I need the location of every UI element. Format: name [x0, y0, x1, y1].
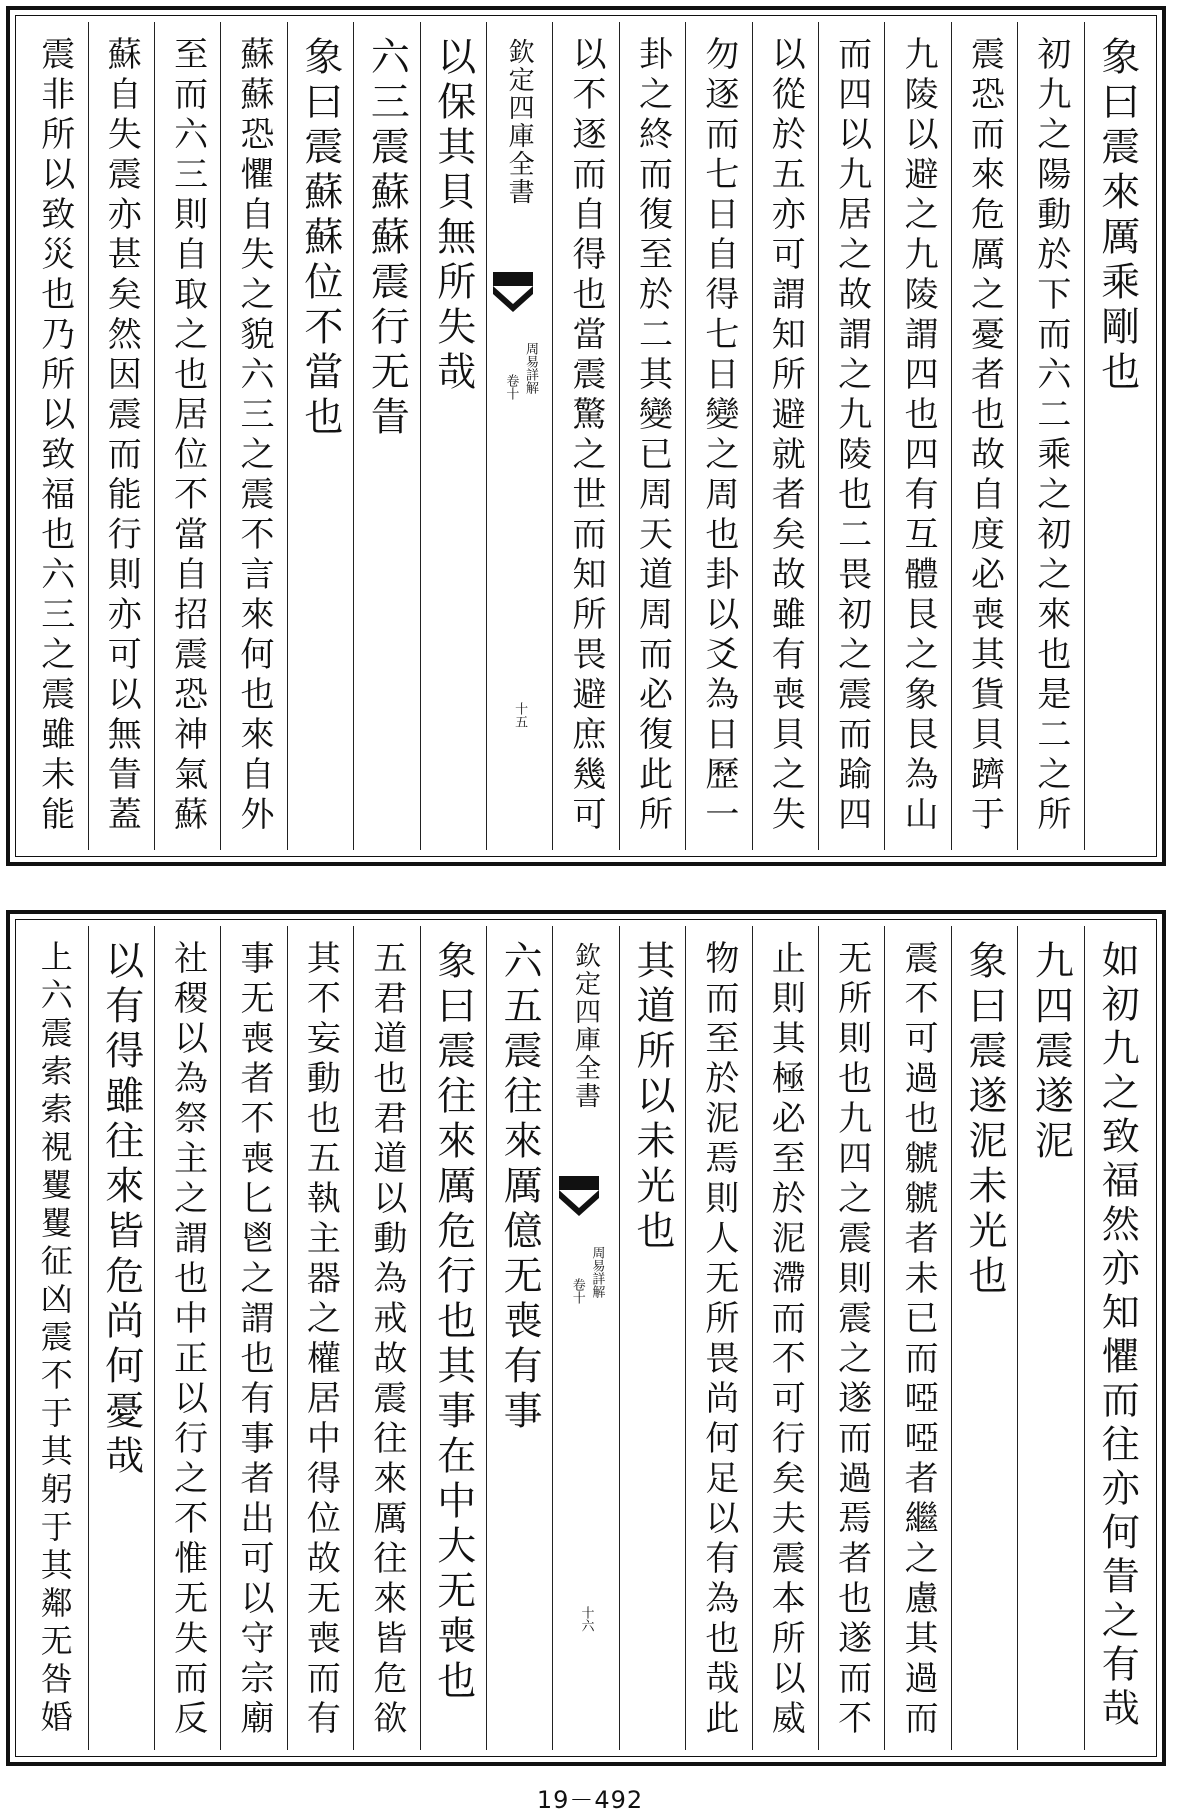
text-line: 卦之終而復至於二其變已周天道周而必復此所 [632, 36, 673, 836]
column [154, 22, 220, 850]
text-line: 其道所以未光也 [629, 940, 675, 1255]
column [1017, 926, 1083, 1750]
running-head-volume: 卷十 [569, 1278, 585, 1304]
fishtail-mark-icon [493, 272, 533, 318]
column [685, 926, 751, 1750]
column [486, 926, 552, 1750]
text-line: 以從於五亦可謂知所避就者矣故雖有喪貝之失 [765, 36, 806, 836]
text-line: 以不逐而自得也當震驚之世而知所畏避庶幾可 [566, 36, 607, 836]
column [420, 22, 486, 850]
column [353, 22, 419, 850]
footer-page-reference: 19－492 [536, 1786, 644, 1814]
column [752, 926, 818, 1750]
text-line: 其不妄動也五執主器之權居中得位故无喪而有 [300, 940, 341, 1740]
text-line: 九四震遂泥 [1028, 940, 1074, 1165]
text-line: 五君道也君道以動為戒故震往來厲往來皆危欲 [366, 940, 407, 1740]
text-line: 象曰震蘇蘇位不當也 [297, 36, 343, 441]
column [22, 926, 87, 1750]
text-line: 如初九之致福然亦知懼而往亦何眚之有哉 [1095, 940, 1140, 1732]
fishtail-mark-icon [559, 1176, 599, 1222]
column [353, 926, 419, 1750]
column [88, 926, 154, 1750]
text-line: 无所則也九四之震則震之遂而過焉者也遂而不 [831, 940, 872, 1740]
text-line: 以保其貝無所失哉 [430, 36, 476, 396]
column [951, 22, 1017, 850]
text-line: 初九之陽動於下而六二乘之初之來也是二之所 [1030, 36, 1071, 836]
column [619, 926, 685, 1750]
text-line: 物而至於泥焉則人无所畏尚何足以有為也哉此 [698, 940, 739, 1740]
text-line: 而四以九居之故謂之九陵也二畏初之震而踰四 [831, 36, 872, 836]
column [420, 926, 486, 1750]
column [884, 926, 950, 1750]
text-line: 蘇蘇恐懼自失之貌六三之震不言來何也來自外 [234, 36, 275, 836]
column [88, 22, 154, 850]
text-line: 象曰震來厲乘剛也 [1094, 36, 1140, 396]
text-line: 勿逐而七日自得七日變之周也卦以爻為日歷一 [698, 36, 739, 836]
text-line: 社稷以為祭主之謂也中正以行之不惟无失而反 [167, 940, 208, 1740]
text-line: 以有得雖往來皆危尚何憂哉 [98, 940, 144, 1480]
text-line: 至而六三則自取之也居位不當自招震恐神氣蘇 [167, 36, 208, 836]
folio-bottom [6, 910, 1166, 1766]
column [220, 926, 286, 1750]
text-line: 象曰震遂泥未光也 [961, 940, 1007, 1300]
center-fold-column [486, 22, 552, 850]
center-fold-column [552, 926, 618, 1750]
text-line: 止則其極必至於泥滯而不可行矣夫震本所以威 [765, 940, 806, 1740]
text-line: 事无喪者不喪匕鬯之謂也有事者出可以守宗廟 [234, 940, 275, 1740]
text-line: 震非所以致災也乃所以致福也六三之震雖未能 [34, 36, 75, 836]
column [287, 926, 353, 1750]
running-head-title: 欽定四庫全書 [570, 942, 601, 1110]
running-head-title: 欽定四庫全書 [504, 38, 535, 206]
column [220, 22, 286, 850]
column [1084, 926, 1150, 1750]
column [752, 22, 818, 850]
folio-page-number: 十五 [512, 702, 528, 728]
column [287, 22, 353, 850]
column [619, 22, 685, 850]
running-head-book: 周易詳解 [522, 342, 538, 394]
column [154, 926, 220, 1750]
text-line: 象曰震往來厲危行也其事在中大无喪也 [430, 940, 476, 1705]
column [1084, 22, 1150, 850]
text-line: 六五震往來厲億无喪有事 [497, 940, 543, 1435]
text-line: 震恐而來危厲之憂者也故自度必喪其貨貝躋于 [964, 36, 1005, 836]
folio-page-number: 十六 [578, 1606, 594, 1632]
text-line: 九陵以避之九陵謂四也四有互體艮之象艮為山 [898, 36, 939, 836]
text-line: 上六震索索視矍矍征凶震不于其躬于其鄰无咎婚 [35, 940, 74, 1738]
column [22, 22, 87, 850]
column [818, 22, 884, 850]
folio-top [6, 6, 1166, 866]
column [685, 22, 751, 850]
column [552, 22, 618, 850]
column [884, 22, 950, 850]
text-columns [22, 22, 1150, 850]
column [1017, 22, 1083, 850]
running-head-book: 周易詳解 [589, 1246, 605, 1298]
column [951, 926, 1017, 1750]
column [818, 926, 884, 1750]
text-line: 震不可過也虩虩者未已而啞啞者繼之慮其過而 [898, 940, 939, 1740]
text-columns [22, 926, 1150, 1750]
text-line: 蘇自失震亦甚矣然因震而能行則亦可以無眚蓋 [101, 36, 142, 836]
running-head-volume: 卷十 [503, 374, 519, 400]
text-line: 六三震蘇蘇震行无眚 [364, 36, 410, 441]
